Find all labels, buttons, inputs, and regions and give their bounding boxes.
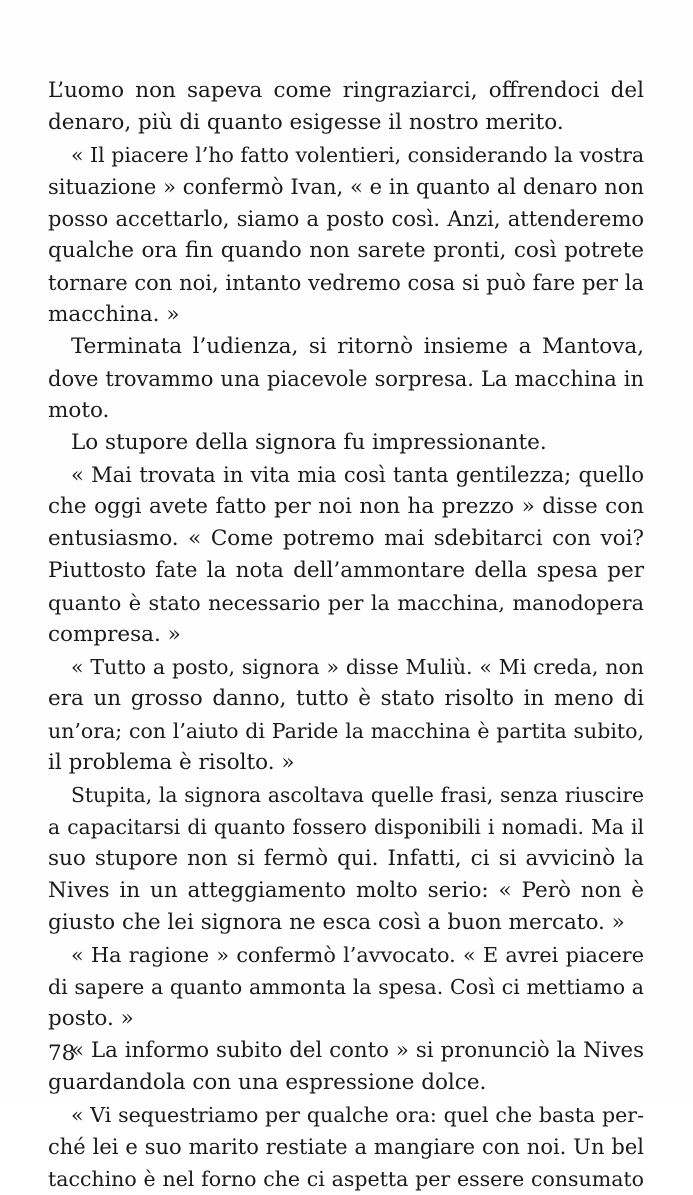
text-line: « Ha ragione » confermò l’avvocato. « E avrei piacere (71, 943, 644, 967)
text-line: di sapere a quanto ammonta la spesa. Così ci mettiamo a (48, 975, 644, 999)
text-line: era un grosso danno, tutto è stato risolto in meno di (48, 686, 644, 711)
text-line: denaro, più di quanto esigesse il nostro merito. (48, 110, 564, 135)
text-line: situazione » confermò Ivan, « e in quanto al denaro non (48, 175, 644, 199)
text-line: L’uomo non sapeva come ringraziarci, offrendoci del (48, 78, 644, 103)
text-line: posto. » (48, 1006, 134, 1031)
body-text (48, 75, 644, 1195)
text-line: Terminata l’udienza, si ritornò insieme a Mantova, (71, 334, 644, 359)
text-line: suo stupore non si fermò qui. Infatti, ci si avvicinò la (48, 846, 644, 871)
text-line: moto. (48, 398, 110, 423)
text-line: il problema è risolto. » (48, 750, 295, 775)
page-number: 78 (48, 1041, 76, 1066)
text-line: macchina. » (48, 302, 180, 327)
text-line: tacchino è nel forno che ci aspetta per essere consumato (48, 1167, 644, 1191)
text-line: Stupita, la signora ascoltava quelle frasi, senza riuscire (71, 783, 644, 807)
text-line: « La informo subito del conto » si pronunciò la Nives (71, 1038, 644, 1063)
text-line: compresa. » (48, 622, 181, 647)
text-line: Lo stupore della signora fu impressionante. (71, 430, 547, 455)
text-line: un’ora; con l’aiuto di Paride la macchina è partita subito, (48, 719, 644, 743)
text-line: « Tutto a posto, signora » disse Muliù. « Mi creda, non (71, 655, 644, 679)
text-line: posso accettarlo, siamo a posto così. Anzi, attenderemo (48, 207, 644, 231)
text-line: qualche ora fin quando non sarete pronti, così potrete (48, 238, 644, 263)
text-line: entusiasmo. « Come potremo mai sdebitarci con voi? (48, 526, 644, 551)
text-line: guardandola con una espressione dolce. (48, 1070, 487, 1095)
text-line: tornare con noi, intanto vedremo cosa si può fare per la (48, 271, 644, 295)
text-line: dove trovammo una piacevole sorpresa. La macchina in (48, 367, 644, 391)
text-line: Nives in un atteggiamento molto serio: « Però non è (48, 878, 644, 903)
text-line: « Vi sequestriamo per qualche ora: quel che basta per- (71, 1103, 644, 1127)
text-line: a capacitarsi di quanto fossero disponibili i nomadi. Ma il (48, 815, 644, 839)
text-line: quanto è stato necessario per la macchina, manodopera (48, 591, 644, 615)
text-line: « Mai trovata in vita mia così tanta gentilezza; quello (71, 463, 644, 487)
text-line: che oggi avete fatto per noi non ha prezzo » disse con (48, 494, 644, 519)
text-line: Piuttosto fate la nota dell’ammontare della spesa per (48, 558, 644, 583)
text-line: ché lei e suo marito restiate a mangiare con noi. Un bel (48, 1135, 644, 1159)
text-line: giusto che lei signora ne esca così a buon mercato. » (48, 910, 625, 935)
text-line: « Il piacere l’ho fatto volentieri, considerando la vostra (71, 143, 645, 167)
